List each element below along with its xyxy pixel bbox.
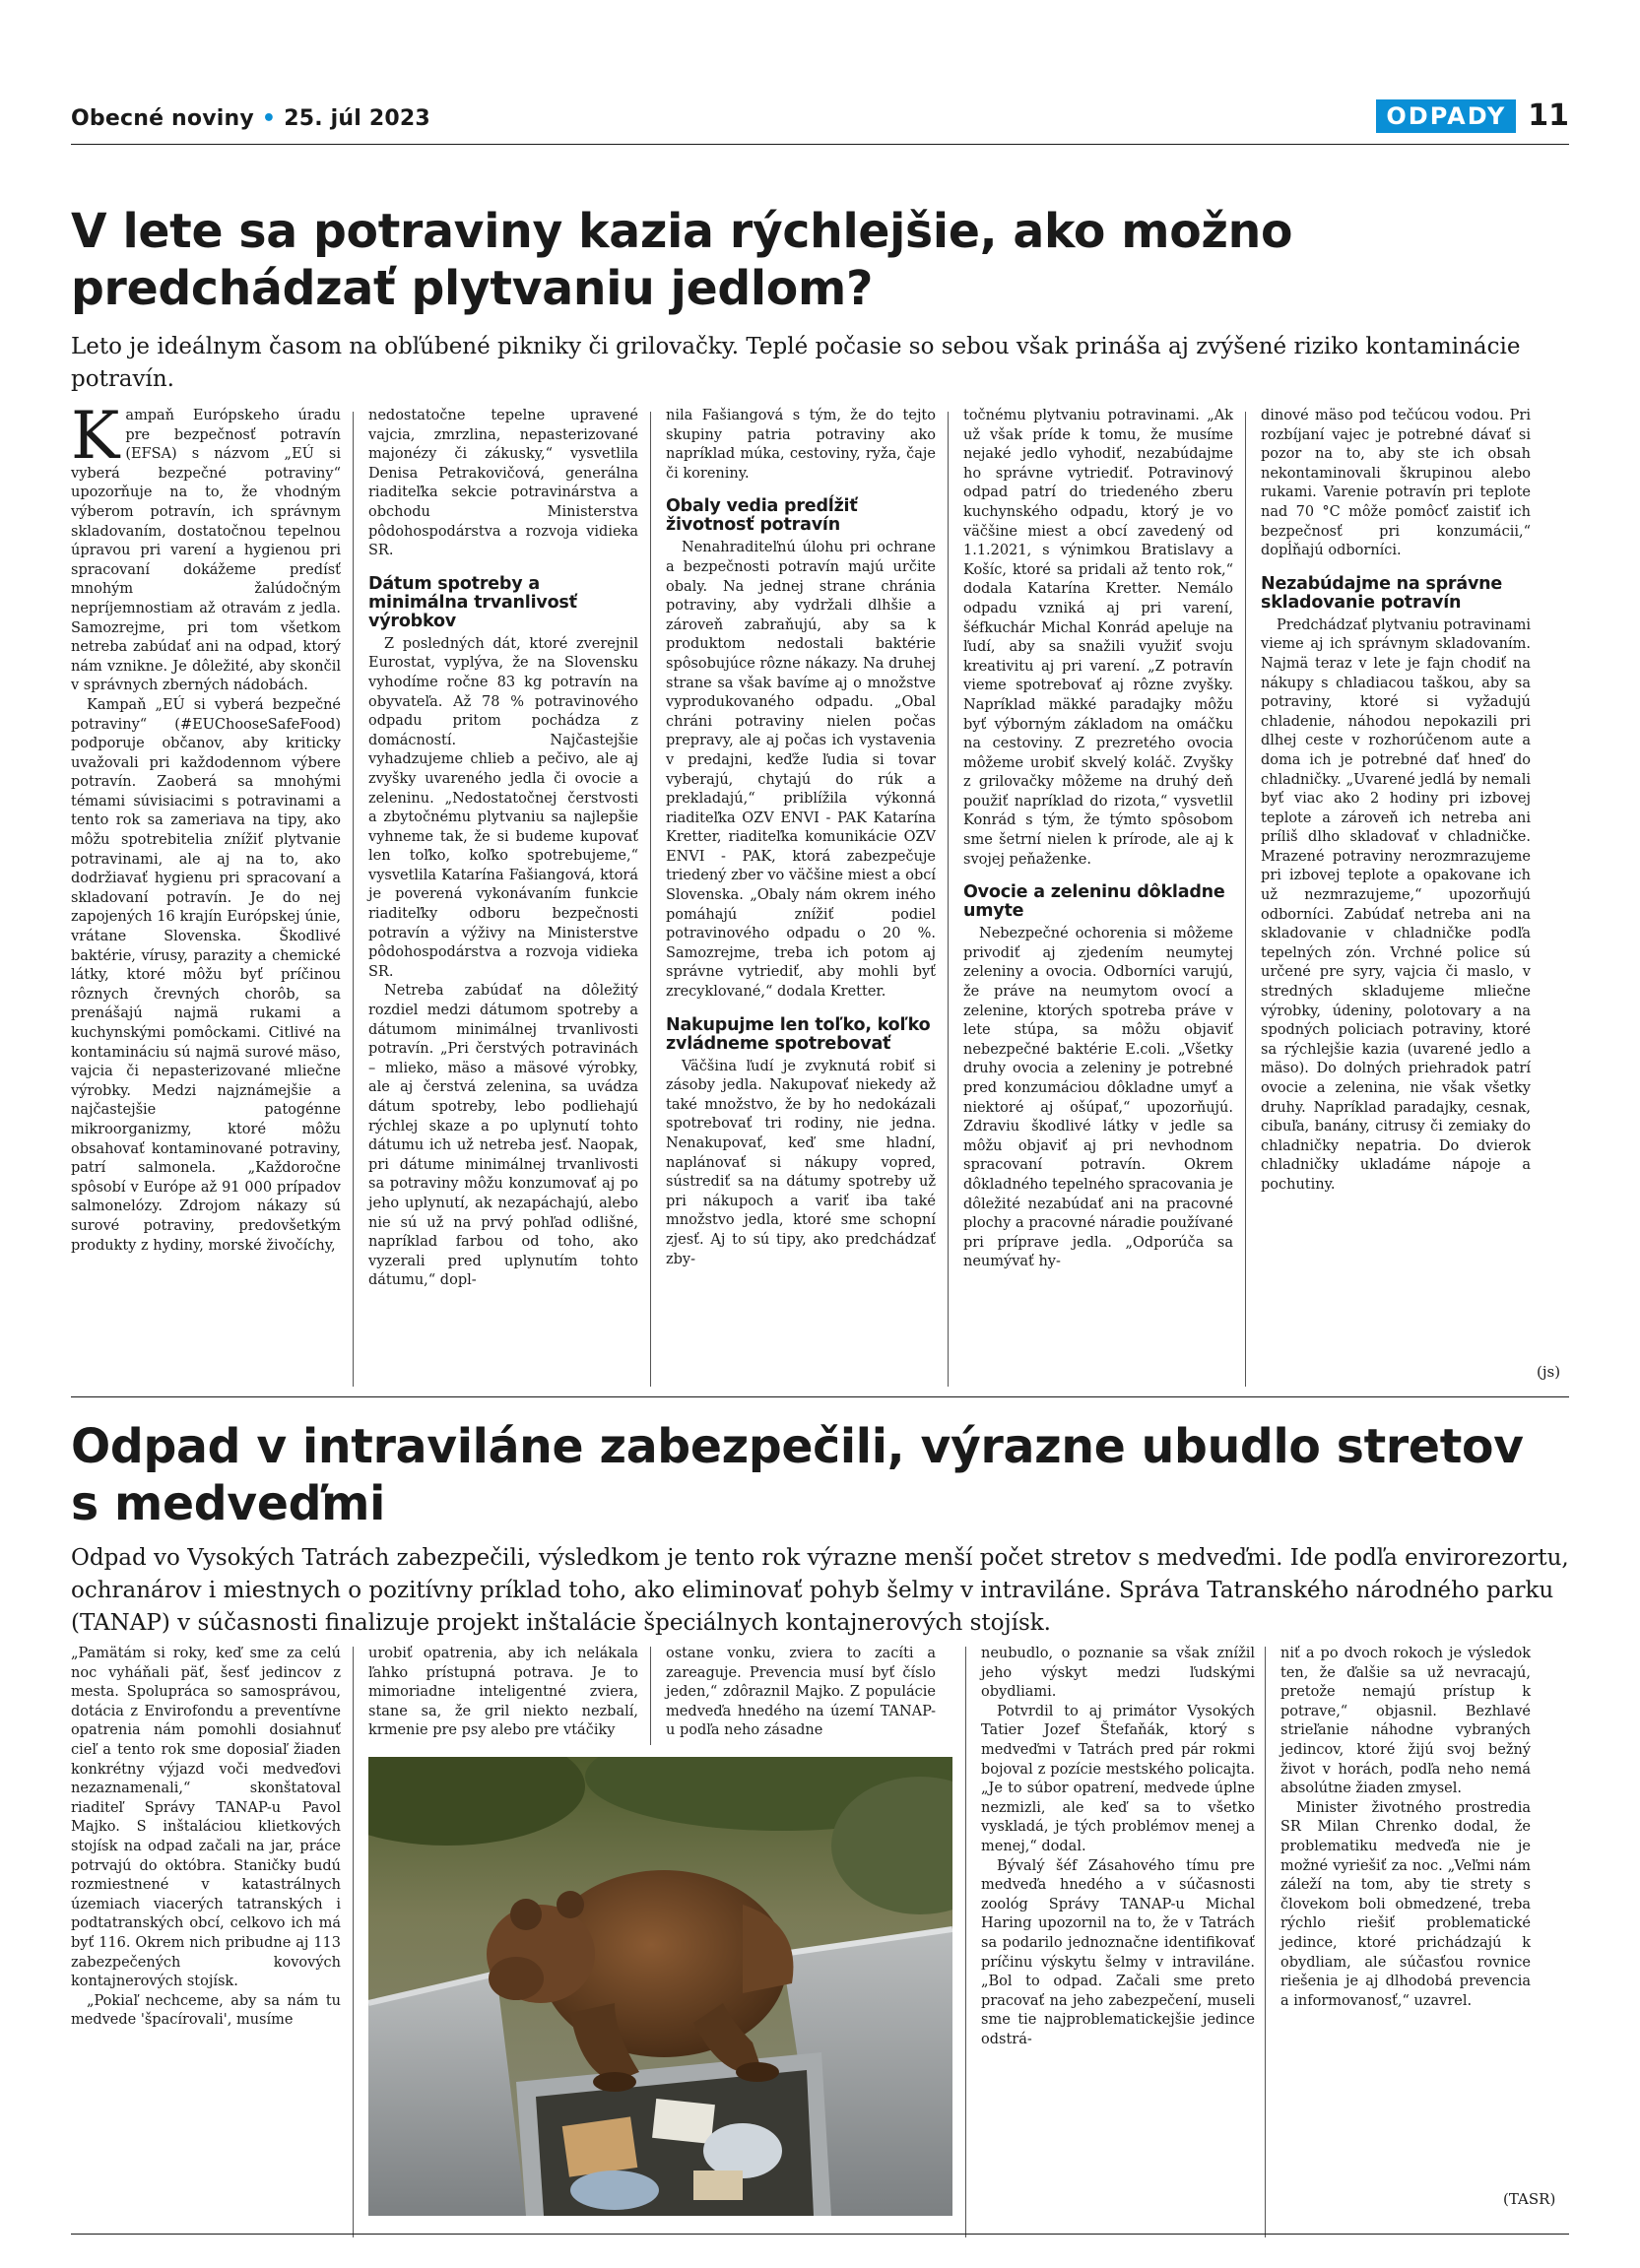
article1-dropcap: K	[71, 398, 120, 474]
section-tag: ODPADY	[1376, 99, 1516, 133]
article1-column-1	[71, 398, 341, 1256]
article2-paragraph: „Pamätám si roky, keď sme za celú noc vyháňali päť, šesť jedincov z mesta. Spolupráca so samosprávou, dotácia z Envirofondu a preventívne opatrenia nám pomohli dosiahnuť cieľ a tento rok sme doposiaľ žiaden konkrétny výjazd voči medveďovi nezaznamenali,“ skonštatoval riaditeľ Správy TANAP-u Pavol Majko. S inštaláciou klietkových stojísk na odpad začali na jar, práce potrvajú do októbra. Staničky budú rozmiestnené v katastrálnych územiach viacerých tatranských i podtatranských obcí, celkovo ich má byť 116. Okrem nich pribudne aj 113 zabezpečených kovových kontajnerových stojísk.	[71, 1646, 341, 1990]
article2-column-2	[368, 1645, 638, 1741]
article1-column-3	[666, 407, 936, 1269]
article2-column-5	[1280, 1645, 1531, 2011]
article1-paragraph: Nebezpečné ochorenia si môžeme privodiť aj zjedením neumytej zeleniny a ovocia. Odborníci varujú, že práve na neumytom ovocí a zelenine, ktorých spotreba práve v lete stúpa, sa môžu objaviť nebezpečné baktérie E.coli. „Všetky druhy ovocia a zeleniny je potrebné pred konzumáciou dôkladne umyť a niektoré aj ošúpať,“ upozorňujú. Zdraviu škodlivé látky v jedle sa môžu objaviť aj pri nevhodnom spracovaní potravín. Okrem dôkladného tepelného spracovania je dôležité nezabúdať ani na pracovné plochy a pracovné náradie používané pri príprave jedla. „Odporúča sa neumývať hy-	[963, 926, 1233, 1270]
article1-paragraph: dinové mäso pod tečúcou vodou. Pri rozbíjaní vajec je potrebné dávať si pozor na to, aby ste ich obsah nekontaminovali škrupinou alebo rukami. Varenie potravín pri teplote nad 70 °C môže pomôcť zaistiť ich bezpečnosť pri konzumácii,“ dopĺňajú odborníci.	[1261, 408, 1531, 559]
article1-headline	[71, 203, 1546, 317]
article2-paragraph: Minister životného prostredia SR Milan Chrenko dodal, že problematiku medveďa nie je možné vyriešiť za noc. „Veľmi nám záleží na tom, aby tie strety s človekom boli obmedzené, treba rýchlo riešiť problematické jedince, ktoré prichádzajú k obydliam, ale súčasťou rovnice riešenia je aj dlhodobá prevencia a informovanosť,“ uzavrel.	[1280, 1799, 1531, 2009]
article1-column-4	[963, 407, 1233, 1272]
article1-paragraph: Väčšina ľudí je zvyknutá robiť si zásoby jedla. Nakupovať niekedy až také množstvo, že by ho nedokázali spotrebovať tri rodiny, nie jedna. Nenakupovať, keď sme hladní, naplánovať si nákupy vopred, sústrediť sa na dátumy spotreby už pri nákupoch a variť iba také množstvo jedla, ktoré sme schopní zjesť. Aj to sú tipy, ako predchádzať zby-	[666, 1058, 936, 1267]
bear-photo-image	[368, 1757, 952, 2216]
article2-paragraph: urobiť opatrenia, aby ich nelákala ľahko prístupná potrava. Je to mimoriadne inteligentné zviera, stane sa, že gril niekto nezbalí, krmenie pre psy alebo pre vtáčiky	[368, 1646, 638, 1739]
publication-name: Obecné noviny	[71, 106, 254, 131]
article1-paragraph	[71, 398, 341, 696]
article1-paragraph: Kampaň „EÚ si vyberá bezpečné potraviny“ (#EUChooseSafeFood) podporuje občanov, aby kriticky uvažovali pri každodennom výbere potravín. Zaoberá sa mnohými témami súvisiacimi s potravinami a tento rok sa zameriava na tipy, ako môžu spotrebitelia znížiť plytvanie potravinami, ale aj na to, ako dodržiavať hygienu pri spracovaní a skladovaní potravín. Je do nej zapojených 16 krajín Európskej únie, vrátane Slovenska. Škodlivé baktérie, vírusy, parazity a chemické látky, ktoré môžu byť príčinou rôznych črevných chorôb, sa prenášajú najmä rukami a kuchynskými pomôckami. Citlivé na kontamináciu sú najmä surové mäso, vajcia či nepasterizované mliečne výrobky. Medzi najznámejšie a najčastejšie patogénne mikroorganizmy, ktoré môžu obsahovať kontaminované potraviny, patrí salmonela. „Každoročne spôsobí v Európe až 91 000 prípadov salmonelózy. Zdrojom nákazy sú surové potraviny, predovšetkým produkty z hydiny, morské živočíchy,	[71, 696, 341, 1254]
article1-paragraph: Netreba zabúdať na dôležitý rozdiel medzi dátumom spotreby a dátumom minimálnej trvanlivosti potravín. „Pri čerstvých potravinách – mlieko, mäso a mäsové výrobky, ale aj čerstvá zelenina, sa uvádza dátum spotreby, lebo podliehajú rýchlej skaze a po uplynutí tohto dátumu ich už netreba jesť. Naopak, pri dátume minimálnej trvanlivosti sa potraviny môžu konzumovať aj po jeho uplynutí, ak nezapáchajú, alebo nie sú už na prvý pohľad odlišné, napríklad farbou od toho, ako vyzerali pred uplynutím tohto dátumu,“ dopl-	[368, 983, 638, 1289]
column-divider	[965, 1647, 966, 2237]
article-separator	[71, 1396, 1569, 1397]
article2-paragraph: „Pokiaľ nechceme, aby sa nám tu medvede 'špacírovali', musíme	[71, 1992, 341, 2029]
column-divider	[1245, 412, 1246, 1387]
column-divider	[353, 1647, 354, 2237]
article1-subhead: Obaly vedia predĺžiť životnosť potravín	[666, 496, 858, 536]
issue-date: 25. júl 2023	[284, 106, 430, 131]
article1-lead: Leto je ideálnym časom na obľúbené pikniky či grilovačky. Teplé počasie so sebou však prináša aj zvýšené riziko kontaminácie potravín.	[71, 334, 1521, 392]
article2-paragraph: neubudlo, o poznanie sa však znížil jeho výskyt medzi ľudskými obydliami.	[981, 1646, 1255, 1701]
section-header	[1376, 98, 1569, 133]
article1-paragraph: nedostatočne tepelne upravené vajcia, zmrzlina, nepasterizované majonézy či zákusky,“ vysvetlila Denisa Petrakovičová, generálna riaditeľka sekcie potravinárstva a obchodu Ministerstva pôdohospodárstva a rozvoja vidieka SR.	[368, 408, 638, 559]
page-number: 11	[1528, 98, 1569, 133]
article1-paragraph: Predchádzať plytvaniu potravinami vieme aj ich správnym skladovaním. Najmä teraz v lete je fajn chodiť na nákupy s chladiacou taškou, aby sa potraviny, ktoré si vyžadujú chladenie, náhodou nepokazili pri dlhej ceste v rozhorúčenom aute a doma ich je potrebné dať hneď do chladničky. „Uvarené jedlá by nemali byť viac ako 2 hodiny pri izbovej teplote a zároveň ich netreba ani príliš dlho skladovať v chladničke. Mrazené potraviny nerozmrazujeme pri izbovej teplote a opakovane ich už nezmrazujeme,“ upozorňujú odborníci. Zabúdať netreba ani na skladovanie v chladničke podľa tepelných zón. Vrchné police sú určené pre syry, vajcia či maslo, v stredných skladujeme mliečne výrobky, údeniny, polotovary a na spodných policiach potraviny, ktoré sa rýchlejšie kazia (uvarené jedlo a mäso). Do dolných priehradok patrí ovocie a zelenina, nie však všetky druhy. Napríklad paradajky, cesnak, cibuľa, banány, citrusy či zemiaky do chladničky nepatria. Do dvierok chladničky ukladáme nápoje a pochutiny.	[1261, 616, 1531, 1193]
article1-column-5	[1261, 407, 1531, 1196]
article2-headline	[71, 1418, 1546, 1532]
article1-column-2	[368, 407, 638, 1291]
article1-paragraph: točnému plytvaniu potravinami. „Ak už však príde k tomu, že musíme nejaké jedlo vyhodiť, nezabúdajme ho správne vytriediť. Potravinový odpad patrí do triedeného zberu kuchynského odpadu, ktorý je vo väčšine miest a obcí zavedený od 1.1.2021, s výnimkou Bratislavy a Košíc, ktoré sa pridali až tento rok,“ dodala Katarína Kretter. Nemálo odpadu vzniká aj pri varení, šéfkuchár Michal Konrád apeluje na ľudí, aby sa snažili využiť svoju kreativitu aj pri varení. „Z potravín vieme spotrebovať aj rôzne zvyšky. Napríklad mäkké paradajky môžu byť výborným základom na omáčku na cestoviny. Z prezretého ovocia môžeme urobiť skvelý koláč. Zvyšky z grilovačky môžeme na druhý deň použiť napríklad do rizota,“ vysvetlil Konrád s tým, že týmto spôsobom sme šetrní nielen k prírode, ale aj k svojej peňaženke.	[963, 408, 1233, 868]
column-divider	[948, 412, 949, 1387]
article1-paragraph: nila Fašiangová s tým, že do tejto skupiny patria potraviny ako napríklad múka, cestoviny, ryža, čaje či koreniny.	[666, 408, 936, 482]
column-divider	[650, 1647, 651, 1745]
article2-paragraph: niť a po dvoch rokoch je výsledok ten, že ďalšie sa už nevracajú, pretože nemajú prístup k potrave,“ objasnil. Bezhlavé strieľanie náhodne vybraných jedincov, ktoré žijú svoj bežný život v horách, podľa neho nemá absolútne žiaden zmysel.	[1280, 1646, 1531, 1797]
column-divider	[1265, 1647, 1266, 2237]
bear-photo	[368, 1757, 952, 2216]
article2-column-3	[666, 1645, 936, 1741]
column-divider	[650, 412, 651, 1387]
article1-headline-line2: predchádzať plytvaniu jedlom?	[71, 261, 874, 316]
article1-paragraph: Z posledných dát, ktoré zverejnil Eurostat, vyplýva, že na Slovensku vyhodíme ročne 83 kg potravín na obyvateľa. Až 78 % potravinového odpadu pritom pochádza z domácností. Najčastejšie vyhadzujeme chlieb a pečivo, ale aj zvyšky uvareného jedla či ovocie a zeleninu. „Nedostatočnej čerstvosti a zbytočnému plytvaniu sa najlepšie vyhneme tak, že si budeme kupovať len toľko, koľko spotrebujeme,“ vysvetlila Katarína Fašiangová, ktorá je poverená vykonávaním funkcie riaditeľky odboru bezpečnosti potravín a výživy na Ministerstve pôdohospodárstva a rozvoja vidieka SR.	[368, 635, 638, 980]
article2-headline-line2: s medveďmi	[71, 1476, 386, 1531]
article1-paragraph-text: ampaň Európskeho úradu pre bezpečnosť potravín (EFSA) s názvom „EÚ si vyberá bezpečné potraviny“ upozorňuje na to, že vhodným výberom potravín, ich správnym skladovaním, dostatočnou tepelnou úpravou pri varení a hygienou pri spracovaní dokážeme predísť mnohým žalúdočným nepríjemnostiam až otravám z jedla. Samozrejme, pri tom všetkom netreba zabúdať ani na odpad, ktorý nám vznikne. Je dôležité, aby skončil v správnych zberných nádobách.	[71, 408, 341, 694]
article1-headline-line1: V lete sa potraviny kazia rýchlejšie, ako možno	[71, 204, 1293, 259]
masthead	[71, 106, 430, 131]
separator-dot: •	[261, 106, 277, 131]
article1-paragraph: Nenahraditeľnú úlohu pri ochrane a bezpečnosti potravín majú určite obaly. Na jednej strane chránia potraviny, aby vydržali dlhšie a zároveň zabraňujú, aby sa k produktom nedostali baktérie spôsobujúce rôzne nákazy. Na druhej strane sa však bavíme aj o množstve vyprodukovaného odpadu. „Obal chráni potraviny nielen počas prepravy, ale aj počas ich vystavenia v predajni, keďže ľudia si tovar vyberajú, chytajú do rúk a prekladajú,“ priblížila výkonná riaditeľka OZV ENVI - PAK Katarína Kretter, riaditeľka komunikácie OZV ENVI - PAK, ktorá zabezpečuje triedený zber vo väčšine miest a obcí Slovenska. „Obaly nám okrem iného pomáhajú znížiť podiel potravinového odpadu o 20 %. Samozrejme, treba ich potom aj správne vytriediť, aby mohli byť zrecyklované,“ dodala Kretter.	[666, 540, 936, 1001]
article2-headline-line1: Odpad v intraviláne zabezpečili, výrazne ubudlo stretov	[71, 1419, 1524, 1474]
footer-rule	[71, 2234, 1569, 2235]
article1-subhead: Nezabúdajme na správne skladovanie potravín	[1261, 573, 1503, 613]
column-divider	[353, 412, 354, 1387]
header-rule	[71, 144, 1569, 145]
article2-paragraph: ostane vonku, zviera to zacíti a zareaguje. Prevencia musí byť číslo jeden,“ zdôraznil Majko. Z populácie medveďa hnedého na území TANAP-u podľa neho zásadne	[666, 1646, 936, 1739]
article2-column-4	[981, 1645, 1255, 2049]
article2-lead: Odpad vo Vysokých Tatrách zabezpečili, výsledkom je tento rok výrazne menší počet stretov s medveďmi. Ide podľa envirorezortu, ochranárov i miestnych o pozitívny príklad toho, ako eliminovať pohyb šelmy v intraviláne. Správa Tatranského národného parku (TANAP) v súčasnosti finalizuje projekt inštalácie špeciálnych kontajnerových stojísk.	[71, 1545, 1569, 1636]
article1-subhead: Dátum spotreby a minimálna trvanlivosť výrobkov	[368, 573, 577, 631]
article2-signature: (TASR)	[1503, 2190, 1556, 2208]
article2-paragraph: Bývalý šéf Zásahového tímu pre medveďa hnedého a v súčasnosti zoológ Správy TANAP-u Michal Haring upozornil na to, že v Tatrách sa podarilo jednoznačne identifikovať príčinu výskytu šelmy v intraviláne. „Bol to odpad. Začali sme preto pracovať na jeho zabezpečení, museli sme tie najproblematickejšie jedince odstrá-	[981, 1857, 1255, 2047]
article1-signature: (js)	[1537, 1363, 1561, 1381]
article1-subhead: Nakupujme len toľko, koľko zvládneme spotrebovať	[666, 1014, 931, 1054]
article2-column-1	[71, 1645, 341, 2031]
article1-subhead: Ovocie a zeleninu dôkladne umyte	[963, 882, 1225, 922]
article2-paragraph: Potvrdil to aj primátor Vysokých Tatier Jozef Štefaňák, ktorý s medveďmi v Tatrách pred pár rokmi bojoval z pozície mestského policajta. „Je to súbor opatrení, medvede úplne nezmizli, ale keď sa to všetko vyskladá, je tých problémov menej a menej,“ dodal.	[981, 1703, 1255, 1854]
